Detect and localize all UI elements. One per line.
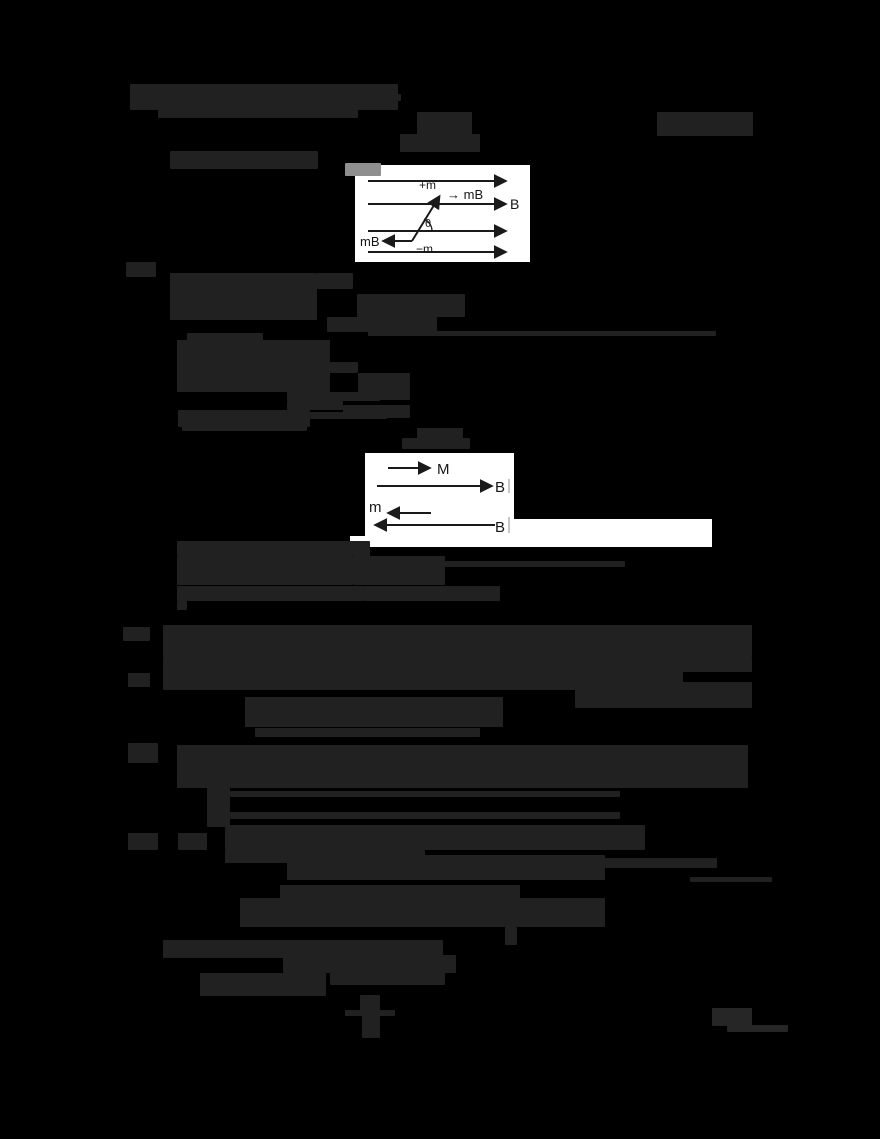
text-blob xyxy=(240,898,605,927)
text-blob xyxy=(178,833,207,850)
moment-M-label: M xyxy=(437,461,450,478)
text-blob xyxy=(445,561,625,567)
text-blob xyxy=(230,812,620,819)
text-blob xyxy=(163,625,752,658)
text-blob xyxy=(712,1008,752,1026)
text-blob xyxy=(177,768,748,788)
text-blob xyxy=(182,425,307,431)
text-blob xyxy=(255,728,480,737)
text-blob xyxy=(310,412,387,419)
text-blob xyxy=(727,1025,788,1032)
text-blob xyxy=(126,262,156,277)
text-blob xyxy=(690,877,772,882)
figure-magnet-in-field xyxy=(355,165,530,262)
text-blob xyxy=(327,317,437,332)
minus-m-label: −m xyxy=(416,242,434,256)
text-blob xyxy=(357,294,465,317)
text-blob xyxy=(245,697,503,727)
figure1-drawing xyxy=(355,165,530,262)
text-blob xyxy=(400,134,480,152)
text-blob xyxy=(170,151,318,169)
plus-m-label: +m xyxy=(419,178,437,192)
text-blob xyxy=(128,673,150,687)
force-mB-right-label: → mB xyxy=(447,187,484,202)
text-blob xyxy=(230,791,620,797)
theta-label: θ xyxy=(425,218,432,230)
text-blob xyxy=(283,955,456,973)
text-blob xyxy=(287,855,605,880)
field-B-label: B xyxy=(510,196,520,212)
scan-artifact-tick xyxy=(508,479,510,493)
text-blob xyxy=(360,995,380,1010)
text-blob xyxy=(207,788,230,827)
text-blob xyxy=(362,1016,380,1038)
text-blob xyxy=(417,112,472,135)
text-blob xyxy=(381,94,401,101)
text-blob xyxy=(177,340,330,392)
figure2-drawing xyxy=(365,453,514,543)
text-blob xyxy=(170,273,317,320)
text-blob xyxy=(287,401,343,410)
scan-artifact-tick xyxy=(508,517,510,533)
field-B-top-label: B xyxy=(495,479,506,496)
text-blob xyxy=(177,586,363,601)
text-blob xyxy=(177,541,370,556)
force-mB-left-label: mB xyxy=(360,234,380,249)
text-blob xyxy=(417,428,463,438)
text-blob xyxy=(287,392,380,401)
text-blob xyxy=(177,601,187,610)
text-blob xyxy=(225,825,645,850)
text-blob xyxy=(177,745,748,768)
text-blob xyxy=(330,362,358,373)
text-blob xyxy=(128,743,158,763)
figure-moment-and-field xyxy=(365,453,514,543)
text-blob xyxy=(575,682,752,708)
text-blob xyxy=(177,556,353,585)
text-blob xyxy=(330,972,445,985)
text-blob xyxy=(200,973,326,996)
pole-m-label: m xyxy=(369,499,382,516)
text-blob xyxy=(128,833,158,850)
text-blob xyxy=(363,586,500,601)
text-blob xyxy=(402,438,470,449)
text-blob xyxy=(353,556,445,585)
field-B-bottom-label: B xyxy=(495,519,506,536)
text-blob xyxy=(605,858,717,868)
text-blob xyxy=(345,163,381,176)
text-blob xyxy=(123,627,150,641)
text-blob xyxy=(368,331,716,336)
text-blob xyxy=(163,658,752,672)
text-blob xyxy=(158,102,358,118)
text-blob xyxy=(657,112,753,136)
text-blob xyxy=(317,273,353,289)
text-blob xyxy=(505,927,517,945)
